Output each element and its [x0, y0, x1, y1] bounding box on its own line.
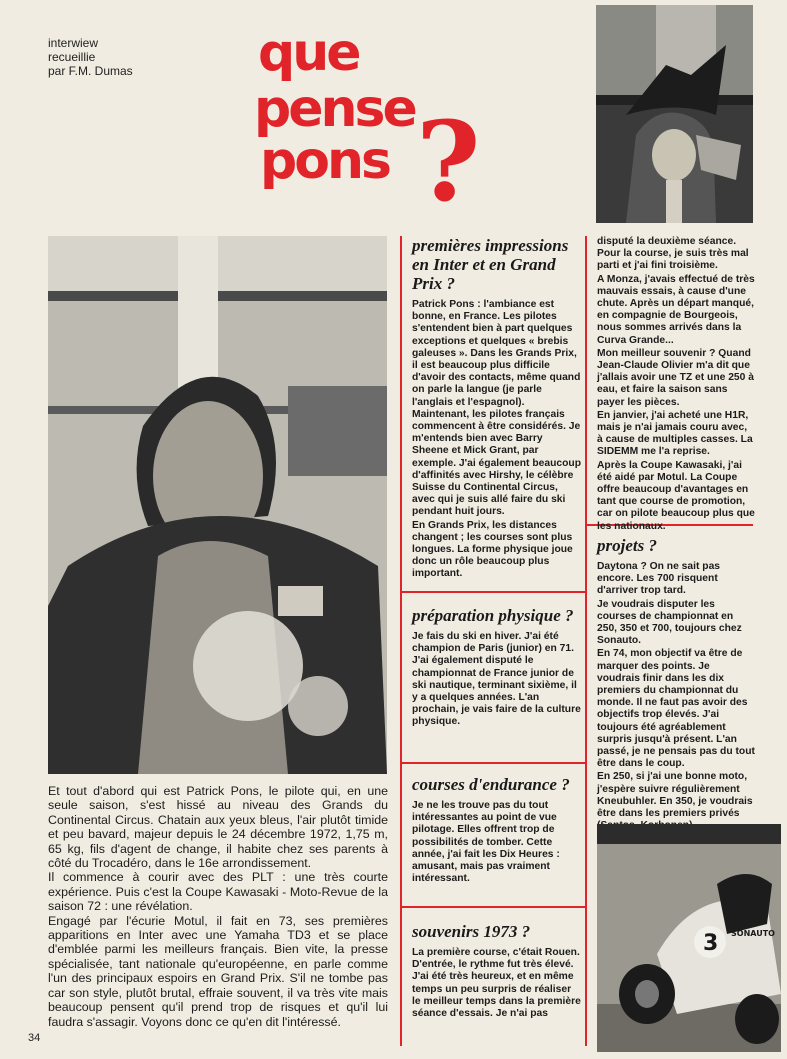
title-word-pense: pense [254, 79, 415, 139]
body-paragraph: En Grands Prix, les distances changent ; les courses sont plus longues. La forme physique joue donc un rôle beaucoup plus important. [412, 519, 573, 580]
column-middle [412, 236, 582, 582]
section-heading: courses d'endurance ? [412, 775, 570, 794]
article-credit [48, 36, 133, 78]
column-right-section-projets [597, 536, 755, 859]
column-middle-section-2 [412, 606, 582, 730]
page-number: 34 [28, 1032, 41, 1044]
title-word-que: que [258, 28, 359, 83]
title-question-mark: ? [416, 97, 480, 208]
credit-line-3: par F.M. Dumas [48, 64, 133, 78]
body-paragraph: Patrick Pons : l'ambiance est bonne, en France. Les pilotes s'entendent bien à part quelques exceptions et quelques « brebis galeuses ». Dans les Grands Prix, il est beaucoup plus difficile d'avoir des contacts, même quand on parle la langue (je parle l'anglais et l'espagnol). Maintenant, les pilotes français commencent à être considérés. Je m'entends bien avec Barry Sheene et Mick Grant, par exemple. J'ai également beaucoup d'affinités avec Hirshy, le célèbre Suisse du Continental Circus, avec qui je suis allé faire du ski pendant huit jours. [412, 299, 581, 518]
section-heading: souvenirs 1973 ? [412, 922, 531, 941]
fairing-sponsor-text: SONAUTO [731, 929, 775, 938]
fairing-number: 3 [703, 931, 719, 956]
article-intro [48, 784, 388, 1029]
section-heading: préparation physique ? [412, 606, 574, 625]
section-heading: projets ? [597, 536, 657, 555]
photo-helmet-portrait [596, 5, 753, 223]
body-paragraph: disputé la deuxième séance. Pour la course, je suis très mal parti et j'ai fini troisième. [597, 236, 749, 272]
column-right [597, 236, 755, 534]
body-paragraph: Daytona ? On ne sait pas encore. Les 700 risquent d'arriver trop tard. [597, 561, 721, 597]
credit-line-1: interwiew [48, 36, 99, 50]
photo-pons-laurel [48, 236, 387, 774]
body-paragraph: En 74, mon objectif va être de marquer des points. Je voudrais finir dans les dix premiers du championnat du monde. Il ne faut pas avoir des objectifs trop élevés. J'ai toujours été agréablement surpris jusqu'à présent. L'an passé, je ne pensais pas du tout être dans le coup. [597, 648, 755, 770]
section-rule [400, 906, 585, 908]
body-paragraph: En 250, si j'ai une bonne moto, j'espère suivre régulièrement Kneubuhler. En 350, je voudrais être dans les premiers privés [597, 771, 753, 820]
column-middle-section-3 [412, 775, 582, 886]
body-paragraph: Mon meilleur souvenir ? Quand Jean-Claude Olivier m'a dit que j'allais avoir une TZ et une 250 à eau, et faire la saison sans payer les pièces. [597, 347, 754, 408]
body-paragraph: A Monza, j'avais effectué de très mauvais essais, à cause d'une chute. Après un départ manqué, en compagnie de Bourgeois, nous sommes arrivés dans la Curva Grande... [597, 273, 755, 346]
section-rule [400, 591, 585, 593]
column-middle-section-4 [412, 922, 582, 1021]
intro-paragraph: Et tout d'abord qui est Patrick Pons, le pilote qui, en une seule saison, s'est hissé au niveau des Grands du Continental Circus. Chatain aux yeux bleus, l'air plutôt timide et peu bavard, majeur depuis le 24 décembre 1972, 1,75 m, 65 kg, fils d'agent de change, il habite chez ses parents à côté du Trocadéro, dans le 16e arrondissement. [48, 784, 388, 871]
photo-motorcycle-racing [597, 824, 781, 1052]
section-heading: premières impressions en Inter et en Grand Prix ? [412, 236, 569, 293]
body-paragraph: Je fais du ski en hiver. J'ai été champion de Paris (junior) en 71. J'ai également disputé le championnat de France junior de ski nautique, terminant sixième, il y a quelques années. L'an prochain, je vais faire de la culture physique. [412, 631, 581, 728]
section-rule [400, 762, 585, 764]
body-paragraph: Je ne les trouve pas du tout intéressantes au point de vue pilotage. Elles offrent trop de possibilités de tomber. Cette année, j'ai fait les Dix Heures : amusant, mais pas vraiment intéressant. [412, 800, 560, 885]
column-rule [585, 236, 587, 1046]
intro-paragraph: Il commence à courir avec des PLT : une très courte expérience. Puis c'est la Coupe Kawasaki - Moto-Revue de la saison 72 : une révélation. [48, 870, 388, 914]
intro-paragraph: Engagé par l'écurie Motul, il fait en 73, ses premières apparitions en Inter avec une Yamaha TD3 et se place d'emblée parmi les meilleurs français. Bien vite, la presse spécialisée, tant nationale qu'européenne, en parle comme l'un des principaux espoirs en Grand Prix. S'il ne tombe pas car son style, plutôt brutal, effraie souvent, il va très vite mais beaucoup pensent qu'il prend trop de risques et qu'il lui faudra s'assagir. Voyons donc ce qu'en dit l'intéressé. [48, 913, 388, 1029]
body-paragraph: Je voudrais disputer les courses de championnat en 250, 350 et 700, toujours chez Sonauto. [597, 598, 742, 647]
article-title [250, 28, 480, 208]
body-paragraph: En janvier, j'ai acheté une H1R, mais je n'ai jamais couru avec, à cause de multiples casses. La SIDEMM me l'a reprise. [597, 409, 753, 458]
title-word-pons: pons [260, 131, 389, 191]
body-paragraph: Après la Coupe Kawasaki, j'ai été aidé par Motul. La Coupe offre beaucoup d'avantages en tant que course de promotion, car on pilote beaucoup plus que les nationaux. [597, 459, 755, 532]
body-paragraph: La première course, c'était Rouen. D'entrée, le rythme fut très élevé. J'ai été très heureux, et en même temps un peu surpris de réaliser le meilleur temps dans la première séance d'essais. Je n'ai pas [412, 947, 581, 1020]
column-rule [400, 236, 402, 1046]
credit-line-2: recueillie [48, 50, 96, 64]
